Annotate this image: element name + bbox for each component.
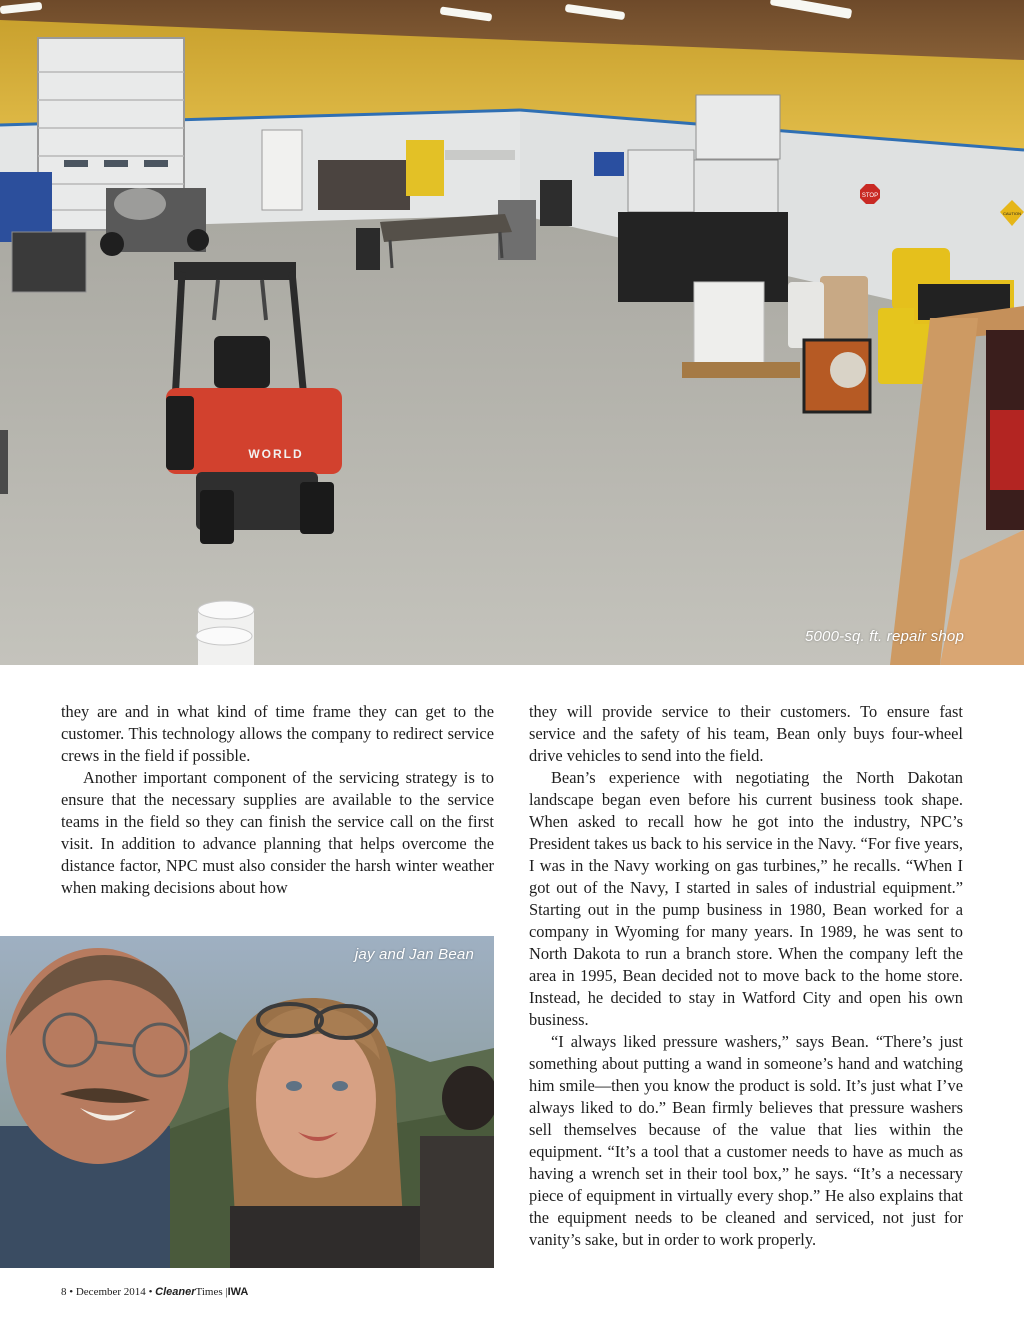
page-footer [61,1286,248,1298]
left-paragraph-1: they are and in what kind of time frame they can get to the customer. This technology allows the company to redirect service crews in the field if possible. [61,702,494,765]
organization-name: IWA [227,1286,249,1298]
right-paragraph-2: Bean’s experience with negotiating the North Dakotan landscape began even before his current business took shape. When asked to recall how he got into the industry, NPC’s President takes us back to his service in the Navy. “For five years, I was in the Navy working on gas turbines,” he recalls. “When I got out of the Navy, I started in sales of industrial equipment.” Starting out in the pump business in 1980, Bean worked for a company in Wyoming for many years. In 1989, he was sent to North Dakota to run a branch store. When the company left the area in 1995, Bean decided not to move back to the home store. Instead, he decided to stay in Watford City and open his own business. [529,768,963,1029]
yellow-cabinet [406,140,444,196]
portrait-caption: jay and Jan Bean [354,946,474,963]
forklift-brand-text: WORLD [248,447,304,461]
side-door [262,130,302,210]
tool-chest [540,180,572,226]
portrait-photo [0,936,494,1268]
footer-separator: • [148,1286,153,1298]
left-paragraph-2: Another important component of the servicing strategy is to ensure that the necessary supplies are available to the service teams in the field so they can finish the service call on the first visit. In addition to advance planning that helps overcome the distance factor, NPC must also consider the harsh winter weather when making decisions about how [61,768,494,897]
couple-portrait-illustration [0,936,494,1268]
page-number: 8 [61,1286,67,1298]
stop-sign-text: STOP [861,193,879,199]
pressure-washer-cart [12,232,86,292]
fiber-drum [820,276,868,340]
blue-tool-chest [594,152,624,176]
trash-can [356,228,380,270]
ibc-tote [628,150,694,212]
hero-caption: 5000-sq. ft. repair shop [804,628,964,645]
man-figure [0,948,190,1268]
ibc-tote [696,95,780,159]
right-paragraph-1: they will provide service to their customers. To ensure fast service and the safety of his team, Bean only buys four-wheel drive vehicles to send into the field. [529,702,963,765]
footer-divider: | [225,1286,228,1298]
right-paragraph-3: “I always liked pressure washers,” says Bean. “There’s just something about putting a wand in someone’s hand and watching him smile—then you know the product is sold. It’s just what I’ve always liked to do.” Bean firmly believes that pressure washers sell themselves because of the value that lies within the equipment. “It’s a tool that a customer needs to have as much as having a wrench set in their tool box,” he says. “It’s a necessary piece of equipment in virtually every shop.” He also explains that the equipment needs to be cleaned and serviced, not just for vanity’s sake, but in order to work properly. [529,1032,963,1249]
publication-brand: Times [195,1286,223,1298]
publication-brand-italic: Cleaner [155,1286,196,1298]
issue-date: December 2014 [75,1286,146,1298]
wood-pallet [682,362,800,378]
caution-sign-text: CAUTION [1003,211,1021,216]
wrapped-pallet [694,282,764,366]
shelving-unit [318,160,410,210]
right-text-column [529,701,963,1251]
left-text-column [61,701,494,899]
footer-separator: • [69,1286,74,1298]
white-drum [788,282,824,348]
